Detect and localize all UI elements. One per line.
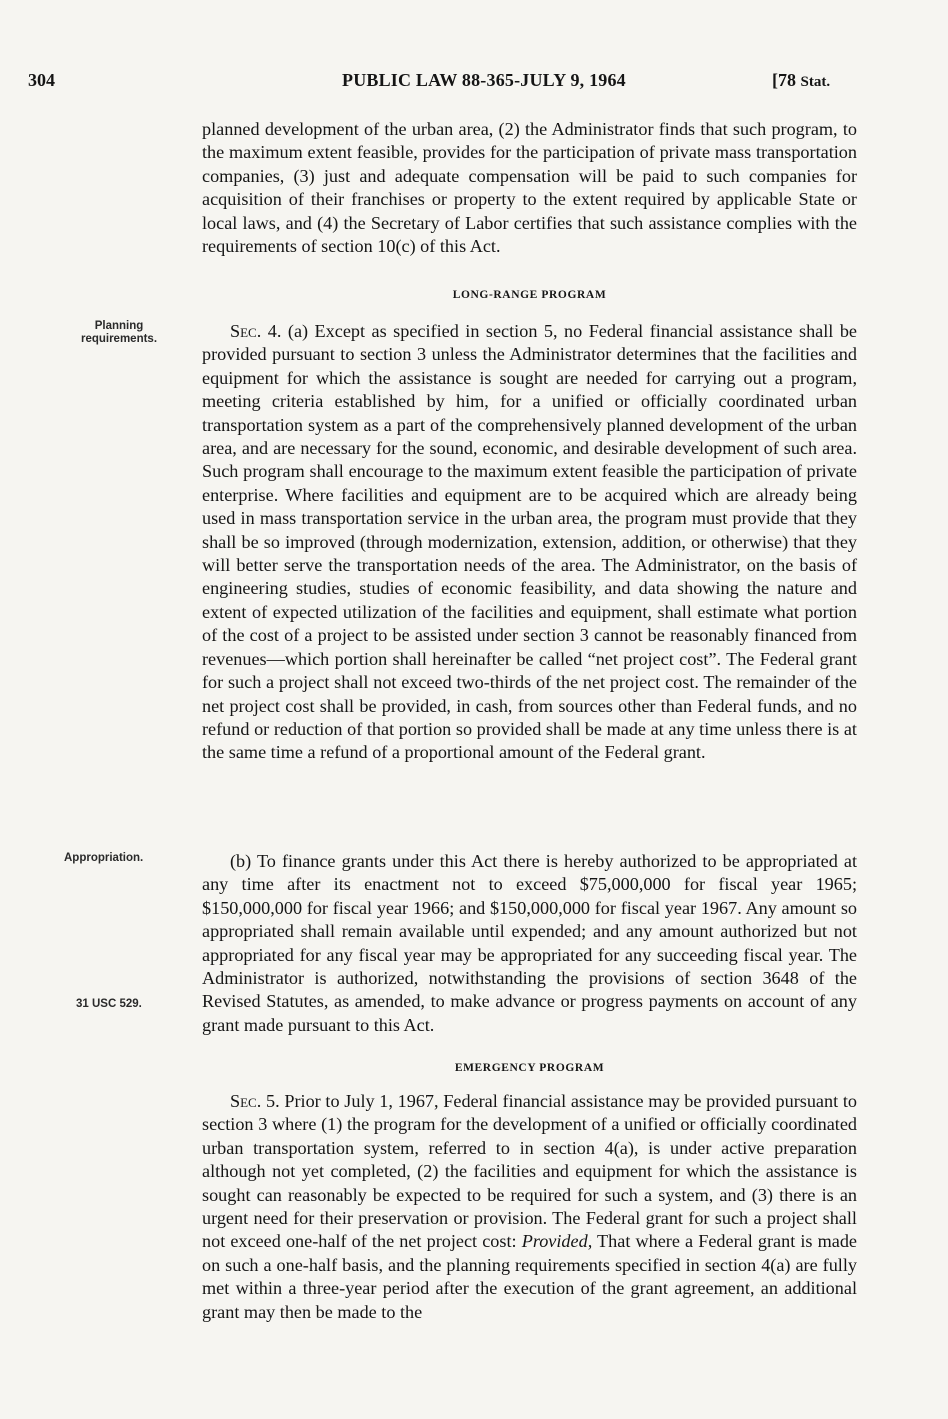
section-5-paragraph	[202, 1090, 857, 1324]
continuation-paragraph: planned development of the urban area, (2) the Administrator finds that such program, to the maximum extent feasible, provides for the participation of private mass transportation companies, (3) just and adequate compensation will be paid to such companies for acquisition of their franchises or property to the extent required by applicable State or local laws, and (4) the Secretary of Labor certifies that such assistance complies with the requirements of section 10(c) of this Act.	[202, 119, 857, 257]
margin-note-appropriation: Appropriation.	[64, 852, 144, 864]
section-4b-paragraph	[202, 850, 857, 1037]
section-5-text-b: That where a Federal grant is made on such a one-half basis, and the planning requirements specified in section 4(a) are fully met within a three-year period after the execution of the grant agreement, an additional grant may then be made to the	[202, 1231, 858, 1322]
section-5-text-a: Prior to July 1, 1967, Federal financial assistance may be provided pursuant to section 3 where (1) the program for the development of a unified or officially coordinated urban transportation system, referred to in section 4(a), is under active preparation although not yet completed, (2) the facilities and equipment for which the assistance is sought can reasonably be expected to be required for such a system, and (3) there is an urgent need for their preservation or provision. The Federal grant for such a project shall not exceed one-half of the net project cost:	[202, 1091, 858, 1252]
statute-abbrev: Stat.	[800, 74, 831, 90]
section-4a-paragraph	[202, 320, 857, 765]
section-4b-text: (b) To finance grants under this Act there is hereby authorized to be appropriated at any time after its enactment not to exceed $75,000,000 for fiscal year 1965; $150,000,000 for fiscal year 1966; and $150,000,000 for fiscal year 1967. Any amount so appropriated shall remain available until expended; and any amount authorized but not appropriated for any fiscal year may be appropriated for any succeeding fiscal year. The Administrator is authorized, notwithstanding the provisions of section 3648 of the Revised Statutes, as amended, to make advance or progress payments on account of any grant made pursuant to this Act.	[202, 851, 857, 1035]
statute-reference	[772, 70, 830, 91]
heading-emergency-program: EMERGENCY PROGRAM	[454, 1062, 605, 1074]
page-number: 304	[28, 70, 55, 90]
running-header-title: PUBLIC LAW 88-365-JULY 9, 1964	[342, 70, 626, 90]
section-4a-text: (a) Except as specified in section 5, no Federal financial assistance shall be provided pursuant to section 3 unless the Administrator determines that the facilities and equipment for which the assistance is sought are needed for carrying out a program, meeting criteria established by him, for a unified or officially coordinated urban transportation system as a part of the comprehensively planned development of the urban area, and are necessary for the sound, economic, and desirable development of such area. Such program shall encourage to the maximum extent feasible the participation of private enterprise. Where facilities and equipment are to be acquired which are already being used in mass transportation service in the urban area, the program must provide that they shall be so improved (through modernization, extension, addition, or otherwise) that they will better serve the transportation needs of the area. The Administrator, on the basis of engineering studies, studies of economic feasibility, and data showing the nature and extent of expected utilization of the facilities and equipment, shall estimate what portion of the cost of a project to be assisted under section 3 cannot be reasonably financed from revenues—which portion shall hereinafter be called “net project cost”. The Federal grant for such a project shall not exceed two-thirds of the net project cost. The remainder of the net project cost shall be provided, in cash, from sources other than Federal funds, and no refund or reduction of that portion so provided shall be made at any time unless there is at the same time a refund of a proportional amount of the Federal grant.	[202, 321, 858, 763]
margin-note-usc: 31 USC 529.	[76, 998, 142, 1010]
statute-volume: [78	[772, 70, 796, 90]
provided-proviso: Provided,	[521, 1231, 593, 1252]
margin-note-planning: Planning requirements.	[80, 320, 158, 345]
section-4-label: Sec. 4.	[230, 321, 282, 341]
heading-long-range-program: LONG-RANGE PROGRAM	[452, 289, 607, 301]
section-5-label: Sec. 5.	[230, 1091, 280, 1111]
